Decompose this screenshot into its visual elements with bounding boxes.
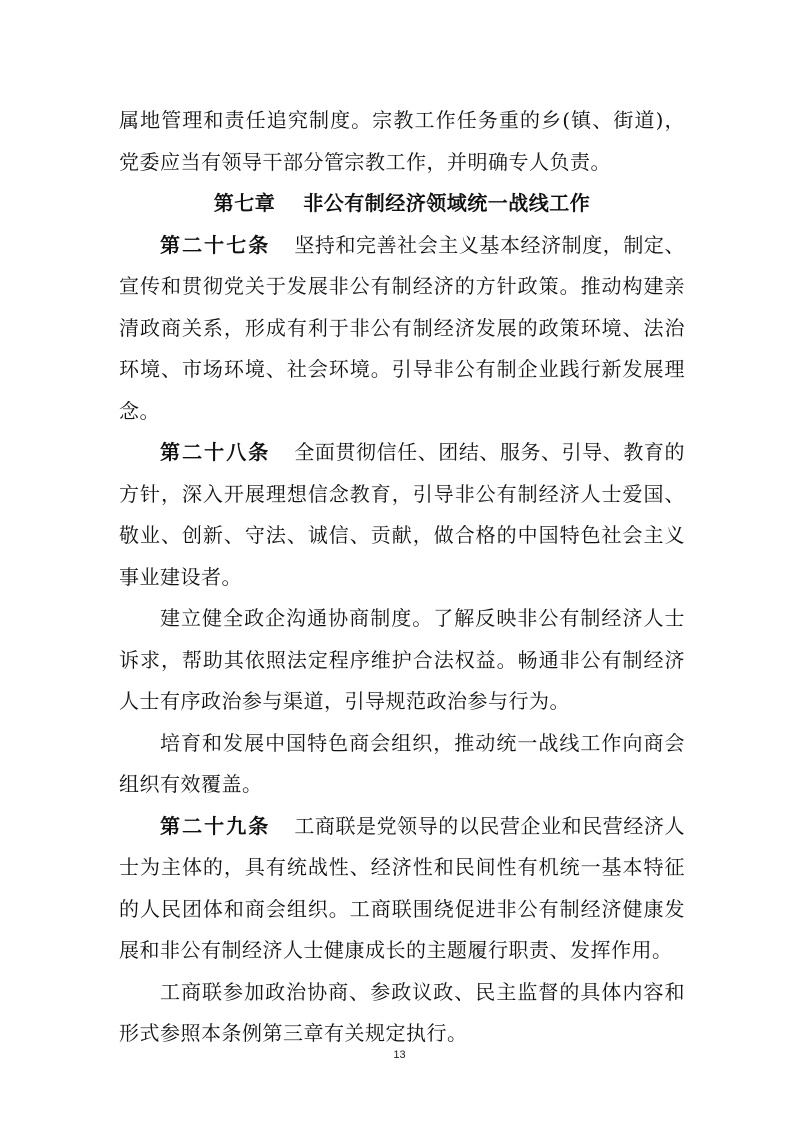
- article-27-text: 坚持和完善社会主义基本经济制度，制定、宣传和贯彻党关于发展非公有制经济的方针政策。推动构建亲清政商关系，形成有利于非公有制经济发展的政策环境、法治环境、市场环境、社会环境。引导非公有制企业践行新发展理念。: [119, 232, 686, 423]
- article-28-number: 第二十八条: [160, 440, 271, 464]
- article-28-paragraph-2: 建立健全政企沟通协商制度。了解反映非公有制经济人士诉求，帮助其依照法定程序维护合法权益。畅通非公有制经济人士有序政治参与渠道，引导规范政治参与行为。: [119, 606, 685, 713]
- article-29-text: 工商联是党领导的以民营企业和民营经济人士为主体的，具有统战性、经济性和民间性有机统一基本特征的人民团体和商会组织。工商联围绕促进非公有制经济健康发展和非公有制经济人士健康成长的主题履行职责、发挥作用。: [119, 813, 686, 962]
- article-29-number: 第二十九条: [160, 813, 271, 838]
- article-28-paragraph-3: 培育和发展中国特色商会组织，推动统一战线工作向商会组织有效覆盖。: [119, 730, 685, 796]
- article-27-number: 第二十七条: [160, 232, 271, 257]
- chapter-title: 非公有制经济领域统一战线工作: [303, 191, 591, 215]
- article-27-paragraph: [119, 225, 685, 433]
- article-29-paragraph: [119, 806, 685, 972]
- article-28-paragraph: [119, 432, 685, 598]
- article-28-text: 全面贯彻信任、团结、服务、引导、教育的方针，深入开展理想信念教育，引导非公有制经济人士爱国、敬业、创新、守法、诚信、贡献，做合格的中国特色社会主义事业建设者。: [119, 440, 686, 589]
- continuation-paragraph: 属地管理和责任追究制度。宗教工作任务重的乡(镇、街道)，党委应当有领导干部分管宗教工作，并明确专人负责。: [119, 108, 685, 174]
- article-29-paragraph-2: 工商联参加政治协商、参政议政、民主监督的具体内容和形式参照本条例第三章有关规定执行。: [119, 979, 685, 1045]
- document-body: [119, 100, 685, 1055]
- chapter-number: 第七章: [213, 191, 276, 215]
- page-number: 13: [393, 1049, 406, 1061]
- chapter-heading: [119, 183, 685, 225]
